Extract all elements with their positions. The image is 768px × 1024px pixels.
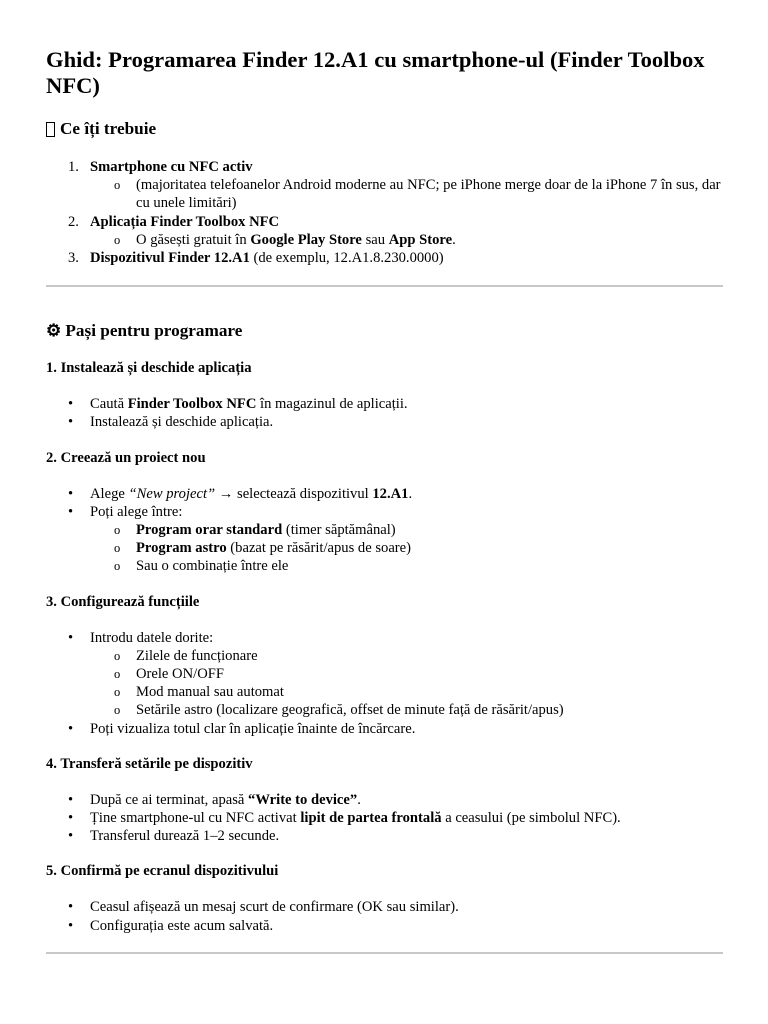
sub-list-item xyxy=(46,683,722,701)
item-text: Mod manual sau automat xyxy=(136,684,284,701)
bullet: • xyxy=(68,485,74,502)
bullet: • xyxy=(68,917,74,934)
item-label: Aplicația Finder Toolbox NFC xyxy=(90,213,280,230)
sub-list-item xyxy=(46,521,722,539)
app-store-label: App Store xyxy=(388,231,453,248)
item-text: Poți alege între: xyxy=(90,503,183,520)
item-label: Dispozitivul Finder 12.A1 xyxy=(90,250,250,267)
list-item xyxy=(46,158,722,213)
bullet: • xyxy=(68,828,74,845)
list-item xyxy=(46,827,722,845)
item-text: Configurația este acum salvată. xyxy=(90,917,274,934)
list-number: 2. xyxy=(68,213,79,230)
list-item xyxy=(46,213,722,249)
section-heading-needs-text: Ce îți trebuie xyxy=(60,119,157,138)
item-text: Alege xyxy=(90,485,129,502)
step-list xyxy=(46,395,722,431)
item-text: Ceasul afișează un mesaj scurt de confirmare (OK sau similar). xyxy=(90,899,459,916)
section-heading-steps xyxy=(46,320,722,342)
item-text: Poți vizualiza totul clar în aplicație înainte de încărcare. xyxy=(90,720,416,737)
list-item xyxy=(46,413,722,431)
item-text: (majoritatea telefoanelor Android moderne au NFC; pe iPhone merge doar de la iPhone 7 în sus, dar cu unele limitări) xyxy=(136,177,721,212)
item-text: (bazat pe răsărit/apus de soare) xyxy=(226,540,412,557)
sub-bullet: o xyxy=(114,523,121,538)
sub-bullet: o xyxy=(114,559,121,574)
sub-bullet: o xyxy=(114,178,121,193)
sub-list-item xyxy=(90,176,722,212)
item-text: . xyxy=(357,791,361,808)
item-text: Transferul durează 1–2 secunde. xyxy=(90,828,280,845)
new-project-label: “New project” xyxy=(128,485,216,502)
list-item xyxy=(46,720,722,738)
item-text: Sau o combinație între ele xyxy=(136,558,289,575)
bullet: • xyxy=(68,720,74,737)
list-item xyxy=(46,898,722,916)
section-heading-steps-text: Pași pentru programare xyxy=(65,321,243,341)
item-text: După ce ai terminat, apasă xyxy=(90,791,249,808)
write-to-device-label: “Write to device” xyxy=(248,791,358,808)
item-text: Caută xyxy=(90,396,128,413)
step-title: 5. Confirmă pe ecranul dispozitivului xyxy=(46,863,279,880)
sub-bullet: o xyxy=(114,648,121,663)
list-item xyxy=(46,485,722,503)
sub-bullet: o xyxy=(114,703,121,718)
item-text: Introdu datele dorite: xyxy=(90,629,214,646)
sub-list-item xyxy=(46,701,722,719)
list-item xyxy=(46,629,722,647)
item-text: . xyxy=(408,485,413,502)
bullet: • xyxy=(68,629,74,646)
step-title: 4. Transferă setările pe dispozitiv xyxy=(46,755,253,772)
item-text: O găsești gratuit în xyxy=(136,231,251,248)
sub-bullet: o xyxy=(114,685,121,700)
section-divider xyxy=(46,285,723,287)
item-text: sau xyxy=(361,231,389,248)
item-label: Smartphone cu NFC activ xyxy=(90,159,253,175)
sub-bullet: o xyxy=(114,541,121,556)
checkbox-icon xyxy=(46,122,55,137)
item-text: Setările astro (localizare geografică, offset de minute față de răsărit/apus) xyxy=(136,702,564,719)
item-text: . xyxy=(452,231,456,248)
option-label: Program astro xyxy=(136,540,227,557)
sub-list-item xyxy=(90,231,722,249)
item-text: în magazinul de aplicații. xyxy=(256,396,408,413)
bullet: • xyxy=(68,791,74,808)
list-item xyxy=(46,395,722,413)
bullet: • xyxy=(68,503,74,520)
bullet: • xyxy=(68,396,74,413)
app-name: Finder Toolbox NFC xyxy=(127,396,257,413)
section-divider xyxy=(46,952,723,954)
bullet: • xyxy=(68,414,74,431)
step-list xyxy=(46,485,722,576)
sub-list-item xyxy=(46,647,722,665)
page-title: Ghid: Programarea Finder 12.A1 cu smartphone-ul (Finder Toolbox NFC) xyxy=(46,47,705,98)
item-text: Ține smartphone-ul cu NFC activat xyxy=(90,810,301,827)
step-title: 1. Instalează și deschide aplicația xyxy=(46,360,252,377)
google-play-store-label: Google Play Store xyxy=(250,231,362,248)
emphasis-text: lipit de partea frontală xyxy=(300,810,442,827)
needs-list xyxy=(46,158,722,267)
bullet: • xyxy=(68,810,74,827)
device-name: 12.A1 xyxy=(372,485,409,502)
step-list xyxy=(46,629,722,738)
option-label: Program orar standard xyxy=(136,522,283,539)
sub-list-item xyxy=(46,665,722,683)
item-text: (timer săptămânal) xyxy=(282,522,396,539)
bullet: • xyxy=(68,899,74,916)
list-item xyxy=(46,791,722,809)
list-number: 3. xyxy=(68,250,79,267)
item-text: Orele ON/OFF xyxy=(136,666,224,683)
list-item xyxy=(46,249,722,267)
list-item xyxy=(46,917,722,935)
section-heading-needs xyxy=(46,118,722,140)
sub-list-item xyxy=(46,539,722,557)
list-number: 1. xyxy=(68,159,79,175)
step-list xyxy=(46,791,722,846)
item-text: Zilele de funcționare xyxy=(136,647,258,664)
item-text: (de exemplu, 12.A1.8.230.0000) xyxy=(249,250,444,267)
step-list xyxy=(46,898,722,934)
arrow-icon: → xyxy=(215,485,238,502)
item-text: selectează dispozitivul xyxy=(237,485,373,502)
step-title: 3. Configurează funcțiile xyxy=(46,593,200,610)
sub-bullet: o xyxy=(114,667,121,682)
item-text: Instalează și deschide aplicația. xyxy=(90,414,274,431)
sub-bullet: o xyxy=(114,232,121,247)
step-title: 2. Creează un proiect nou xyxy=(46,449,206,466)
list-item xyxy=(46,809,722,827)
gear-icon: ⚙ xyxy=(46,321,62,341)
sub-list-item xyxy=(46,557,722,575)
list-item xyxy=(46,503,722,521)
item-text: a ceasului (pe simbolul NFC). xyxy=(441,810,621,827)
